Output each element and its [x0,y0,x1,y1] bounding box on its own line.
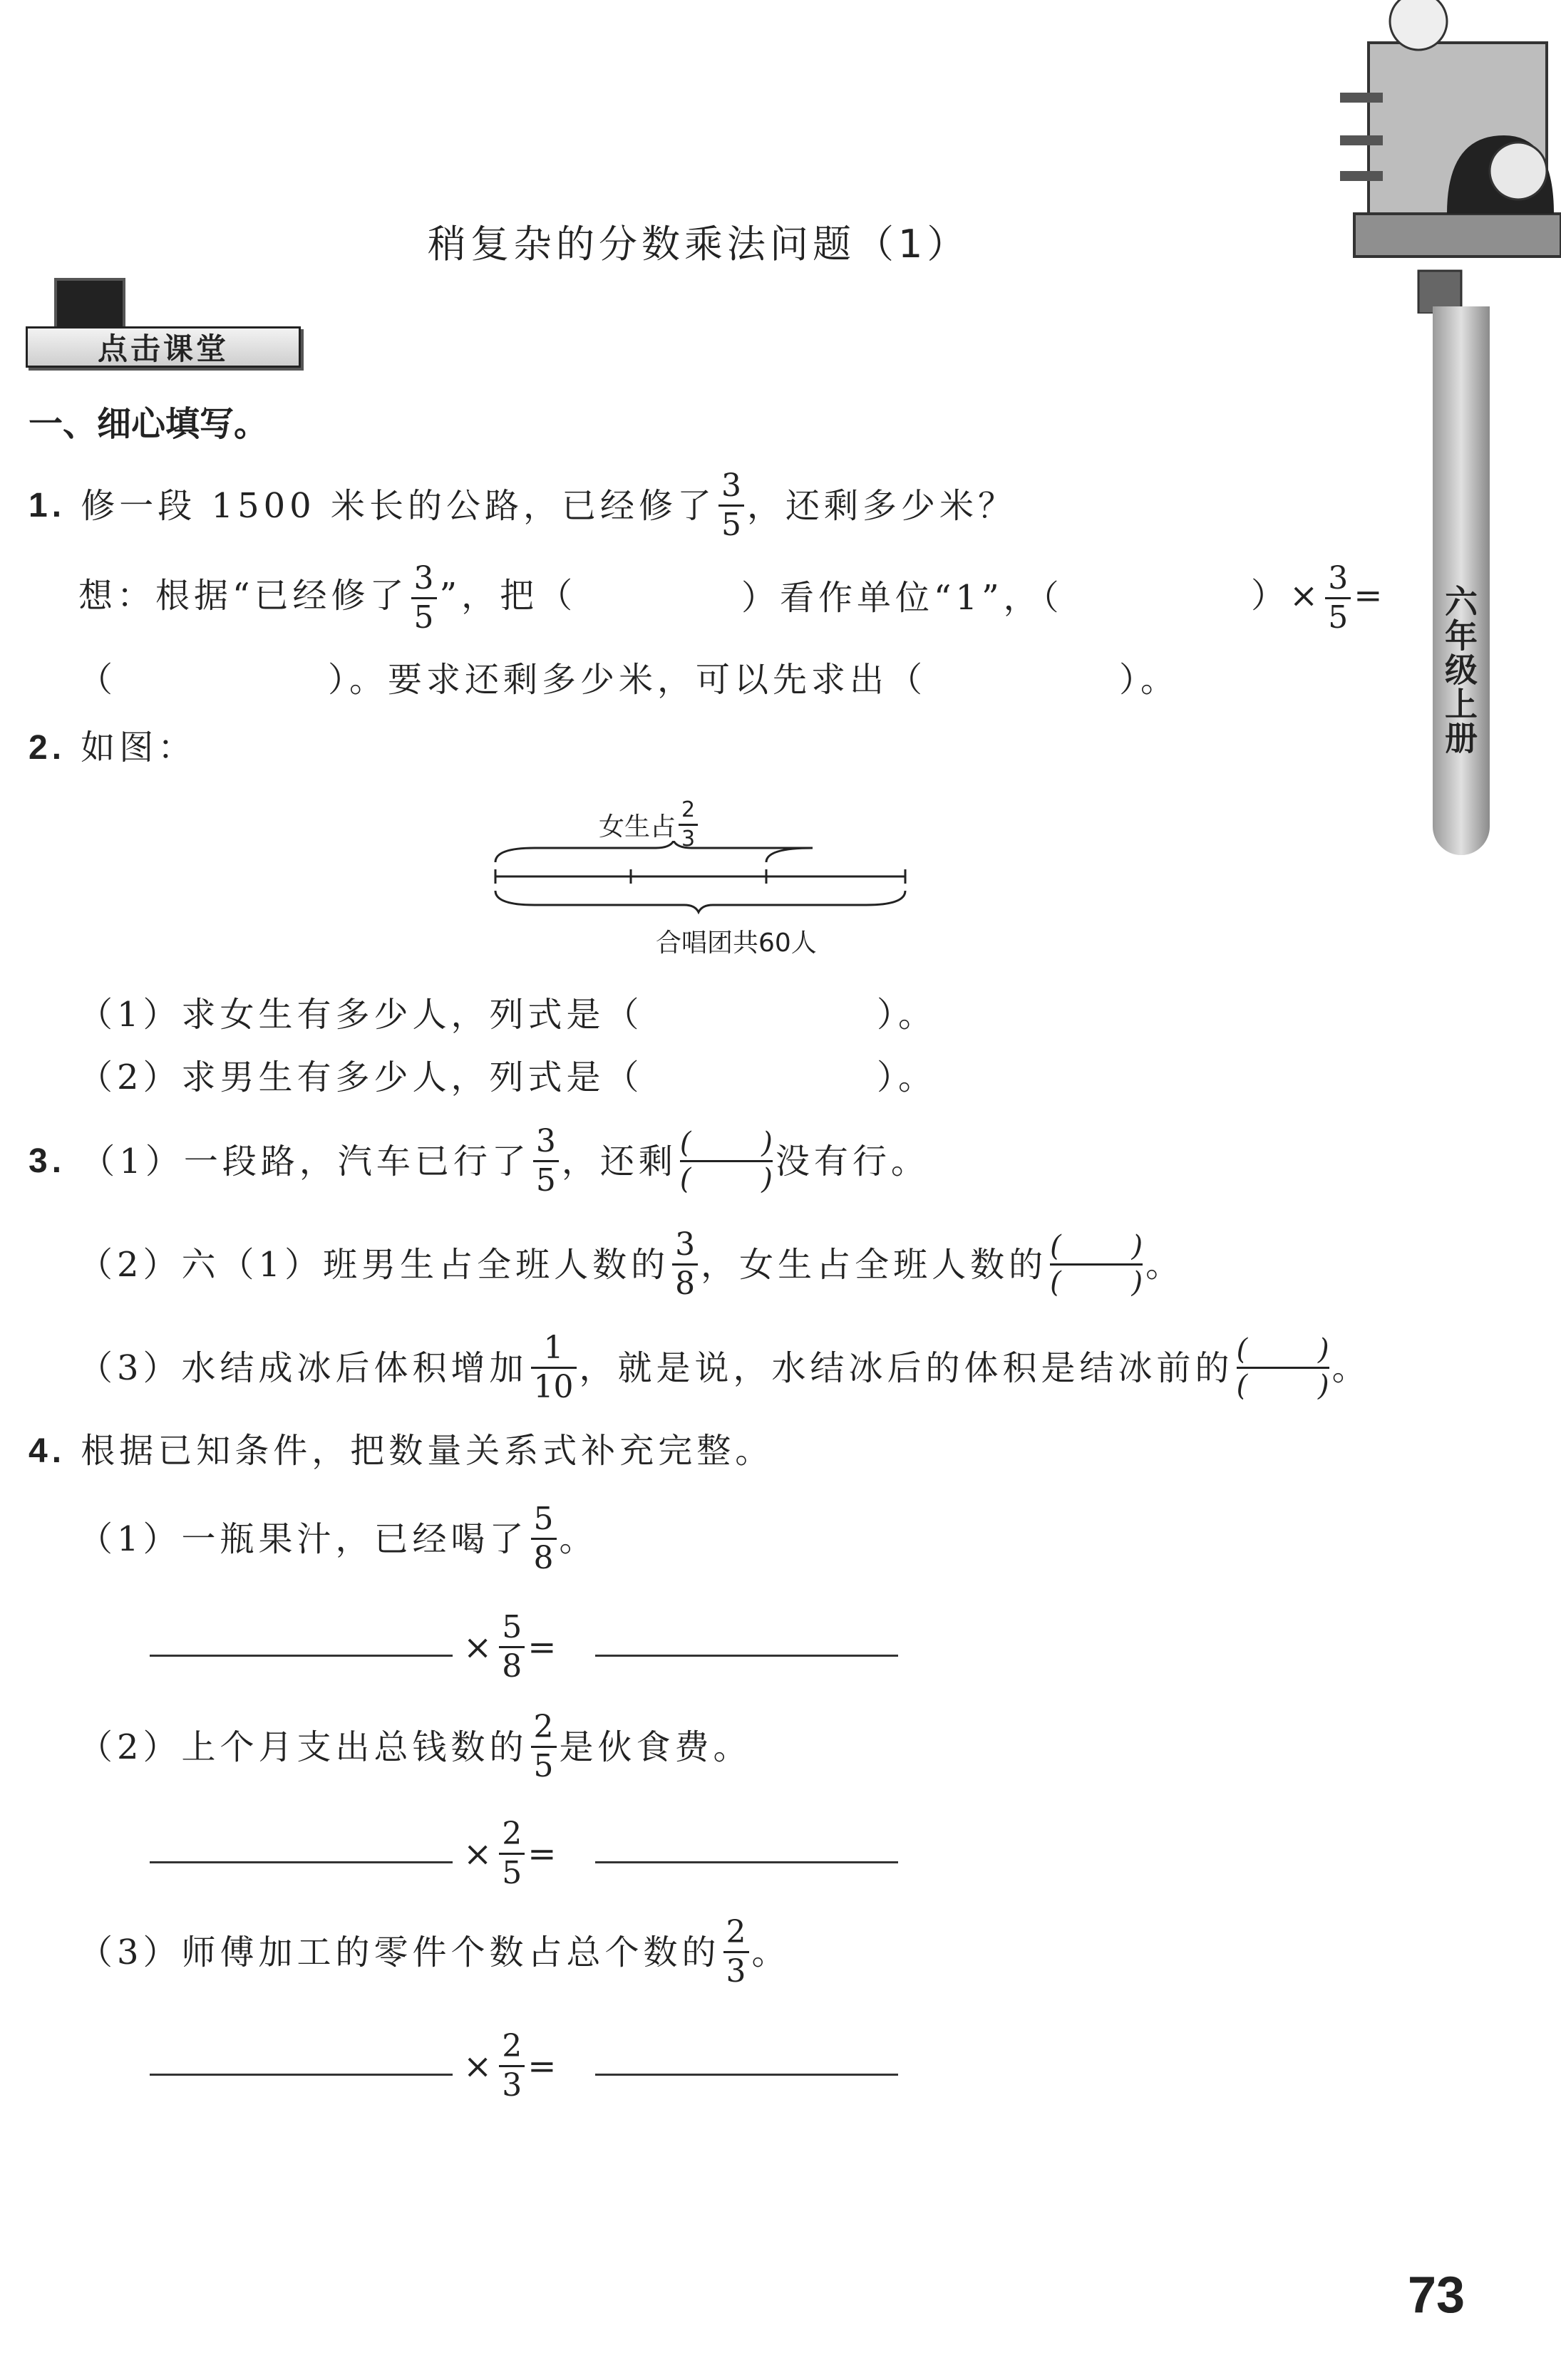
question-3-part-2: （2）六（1）班男生占全班人数的 $\frac{3}{8}$ ，女生占全班人数的 ( ) ( ) 。 [78,1226,1185,1302]
question-1 [29,467,1016,543]
q2-sub1-b: ）。 [877,995,937,1035]
q1-line2-c: ）。 [1119,660,1180,700]
section-heading: 一、细心填写。 [29,404,269,444]
fraction: $\frac{5}{8}$ [499,1612,525,1682]
equation-1: × $\frac{5}{8}$ = [463,1609,561,1685]
fraction: $\frac{2}{3}$ [723,1917,749,1987]
q2-sub1-a: （1）求女生有多少人，列式是（ [78,995,644,1035]
answer-fraction-blank[interactable]: ( ) ( ) [1050,1230,1143,1299]
fraction: $\frac{3}{5}$ [533,1126,559,1196]
answer-line[interactable] [595,1861,898,1863]
fraction: $\frac{2}{3}$ [499,2031,525,2101]
diagram-bottom-label: 合唱团共60人 [656,928,817,958]
line-diagram [492,841,912,919]
equation-3: × $\frac{2}{3}$ = [463,2028,561,2104]
answer-line[interactable] [150,1655,453,1657]
side-pillar [1433,306,1490,855]
fraction: $\frac{3}{8}$ [672,1229,698,1300]
q1-line2-b: ）。要求还剩多少米，可以先求出（ [328,660,927,700]
fraction: $\frac{3}{5}$ [1325,563,1351,633]
q4-sub1: （1）一瓶果汁，已经喝了 $\frac{5}{8}$ 。 [78,1501,598,1576]
section-badge: 点击课堂 [26,326,301,368]
fraction: $\frac{2}{5}$ [531,1712,557,1782]
answer-line[interactable] [150,1861,453,1863]
question-4: 4. 根据已知条件，把数量关系式补充完整。 [29,1431,774,1471]
diagram-top-label: 女生占 $\frac{2}{3}$ [599,800,701,850]
q1-think-c: ）看作单位“1”，（ [741,578,1063,618]
fraction: $\frac{2}{5}$ [499,1818,525,1889]
q1-text-a: 修一段 1500 米长的公路，已经修了 [81,485,716,526]
fraction: $\frac{3}{5}$ [411,563,437,633]
page-title: 稍复杂的分数乘法问题（1） [428,222,970,267]
corner-illustration [1340,0,1561,314]
equation-2: × $\frac{2}{5}$ = [463,1816,561,1891]
q1-think-d: ）× $\frac{3}{5}$ = [1251,560,1387,636]
q4-sub3: （3）师傅加工的零件个数占总个数的 $\frac{2}{3}$ 。 [78,1914,790,1990]
q4-sub2: （2）上个月支出总钱数的 $\frac{2}{5}$ 是伙食费。 [78,1709,752,1784]
question-3-part-3: （3）水结成冰后体积增加 $\frac{1}{10}$ ，就是说，水结冰后的体积是结冰前的 ( ) ( ) 。 [78,1330,1371,1405]
side-label: 六年级上册 [1440,584,1478,755]
answer-line[interactable] [595,1655,898,1657]
q1-text-b: ，还剩多少米？ [746,485,1016,526]
answer-line[interactable] [595,2074,898,2076]
question-3-part-1: 3. （1）一段路，汽车已行了 $\frac{3}{5}$ ，还剩 ( ) ( ) 没有行。 [29,1123,929,1199]
fraction: $\frac{1}{10}$ [531,1333,577,1403]
page-number: 73 [1408,2267,1465,2324]
q1-think: 想：根据“已经修了 $\frac{3}{5}$ ”，把（ [78,560,577,636]
question-2: 2. 如图： [29,728,197,767]
answer-line[interactable] [150,2074,453,2076]
q1-line2-a: （ [78,660,118,700]
q2-sub2-a: （2）求男生有多少人，列式是（ [78,1057,644,1097]
answer-fraction-blank[interactable]: ( ) ( ) [1236,1333,1329,1402]
question-number: 1. [29,486,66,524]
fraction: $\frac{3}{5}$ [718,470,744,541]
q2-sub2-b: ）。 [877,1057,937,1097]
fraction: $\frac{5}{8}$ [531,1504,557,1574]
answer-fraction-blank[interactable]: ( ) ( ) [679,1127,773,1196]
